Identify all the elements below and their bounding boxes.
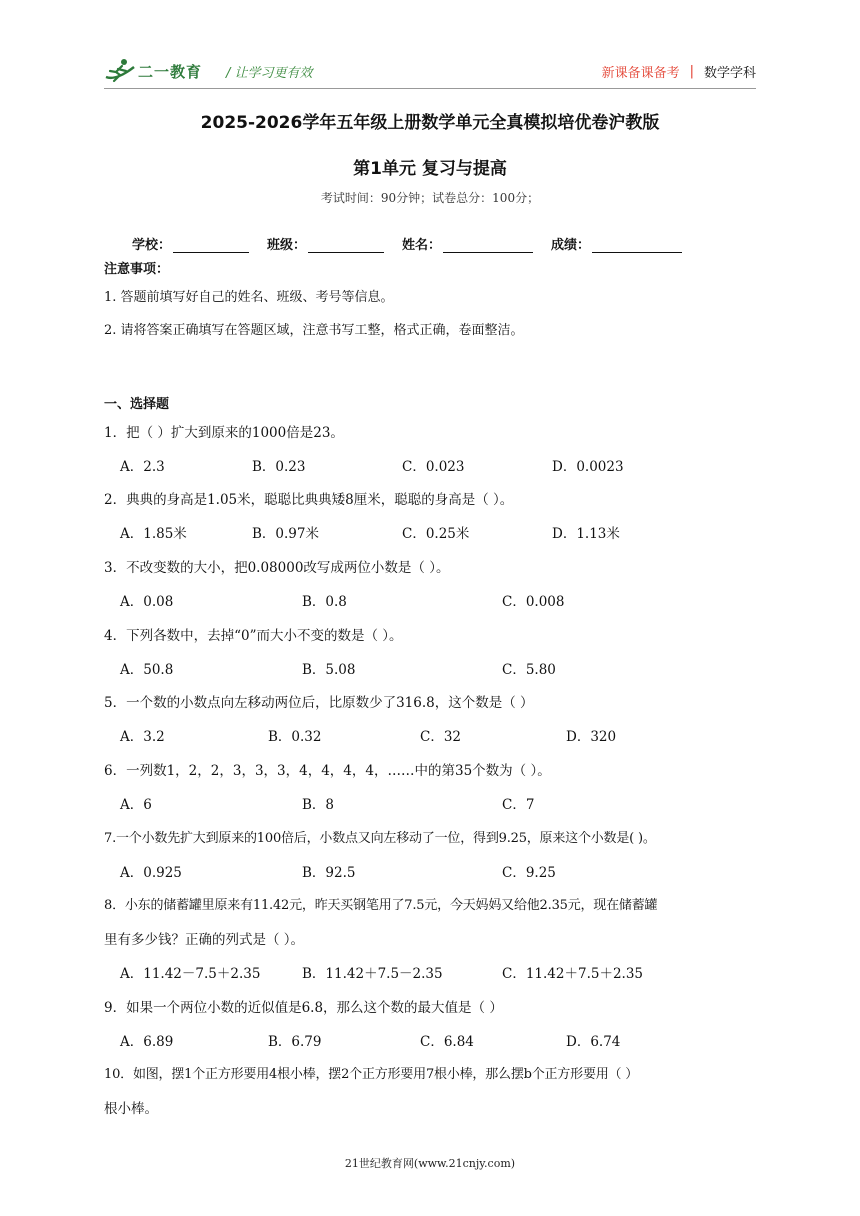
question-2: 2．典典的身高是1.05米，聪聪比典典矮8厘米，聪聪的身高是（ ）。 bbox=[104, 492, 514, 508]
note-item: 2. 请将答案正确填写在答题区域，注意书写工整，格式正确，卷面整洁。 bbox=[104, 323, 524, 338]
school-blank[interactable] bbox=[173, 238, 249, 253]
q2-option-c[interactable]: C．0.25米 bbox=[402, 526, 470, 542]
q3-option-a[interactable]: A．0.08 bbox=[120, 594, 174, 610]
q8-option-c[interactable]: C．11.42＋7.5＋2.35 bbox=[502, 966, 644, 982]
q4-option-b[interactable]: B．5.08 bbox=[302, 662, 356, 678]
page-title: 2025-2026学年五年级上册数学单元全真模拟培优卷沪教版 bbox=[200, 113, 660, 133]
note-item: 1. 答题前填写好自己的姓名、班级、考号等信息。 bbox=[104, 290, 394, 305]
q1-option-d[interactable]: D．0.0023 bbox=[552, 459, 624, 475]
tag-subject: 数学学科 bbox=[703, 66, 756, 81]
q6-option-b[interactable]: B．8 bbox=[302, 797, 335, 813]
q3-option-c[interactable]: C．0.008 bbox=[502, 594, 565, 610]
q9-option-b[interactable]: B．6.79 bbox=[268, 1034, 322, 1050]
student-info-row bbox=[132, 234, 700, 253]
school-field[interactable] bbox=[132, 234, 249, 253]
slogan: / 让学习更有效 bbox=[226, 66, 313, 81]
q7-option-a[interactable]: A．0.925 bbox=[120, 865, 182, 881]
q5-option-a[interactable]: A．3.2 bbox=[120, 729, 165, 745]
q1-option-c[interactable]: C．0.023 bbox=[402, 459, 465, 475]
class-field[interactable] bbox=[267, 234, 384, 253]
question-7: 7.一个小数先扩大到原来的100倍后，小数点又向左移动了一位，得到9.25，原来这个小数是( )。 bbox=[104, 831, 656, 846]
q7-option-b[interactable]: B．92.5 bbox=[302, 865, 356, 881]
class-blank[interactable] bbox=[308, 238, 384, 253]
q6-option-a[interactable]: A．6 bbox=[120, 797, 152, 813]
class-label: 班级： bbox=[267, 238, 307, 253]
q8-option-a[interactable]: A．11.42－7.5＋2.35 bbox=[120, 966, 261, 982]
q2-option-a[interactable]: A．1.85米 bbox=[120, 526, 187, 542]
logo bbox=[104, 56, 202, 86]
q4-option-a[interactable]: A．50.8 bbox=[120, 662, 174, 678]
q5-option-b[interactable]: B．0.32 bbox=[268, 729, 322, 745]
name-blank[interactable] bbox=[443, 238, 533, 253]
question-3: 3．不改变数的大小，把0.08000改写成两位小数是（ ）。 bbox=[104, 560, 450, 576]
question-10: 10．如图，摆1个正方形要用4根小棒，摆2个正方形要用7根小棒，那么摆b个正方形要用（ ） bbox=[104, 1067, 639, 1082]
q2-option-b[interactable]: B．0.97米 bbox=[252, 526, 319, 542]
q1-option-a[interactable]: A．2.3 bbox=[120, 459, 165, 475]
q9-option-c[interactable]: C．6.84 bbox=[420, 1034, 474, 1050]
score-label: 成绩： bbox=[551, 238, 591, 253]
tag-new-course: 新课备课备考 bbox=[601, 66, 680, 81]
header-divider bbox=[104, 88, 756, 89]
question-6: 6．一列数1，2，2，3，3，3，4，4，4，4，……中的第35个数为（ ）。 bbox=[104, 763, 551, 779]
q9-option-a[interactable]: A．6.89 bbox=[120, 1034, 174, 1050]
q5-option-c[interactable]: C．32 bbox=[420, 729, 462, 745]
question-10-continued: 根小棒。 bbox=[104, 1101, 158, 1117]
unit-title: 第1单元 复习与提高 bbox=[353, 159, 507, 179]
tag-separator: | bbox=[689, 64, 694, 79]
q3-option-b[interactable]: B．0.8 bbox=[302, 594, 347, 610]
question-4: 4．下列各数中，去掉“0”而大小不变的数是（ ）。 bbox=[104, 628, 403, 644]
q4-option-c[interactable]: C．5.80 bbox=[502, 662, 556, 678]
notes-title: 注意事项： bbox=[104, 262, 170, 277]
q5-option-d[interactable]: D．320 bbox=[566, 729, 617, 745]
score-field[interactable] bbox=[551, 234, 682, 253]
school-label: 学校： bbox=[132, 238, 172, 253]
q7-option-c[interactable]: C．9.25 bbox=[502, 865, 556, 881]
name-field[interactable] bbox=[402, 234, 533, 253]
section-title: 一、选择题 bbox=[104, 397, 170, 412]
question-1: 1．把（ ）扩大到原来的1000倍是23。 bbox=[104, 425, 344, 441]
q9-option-d[interactable]: D．6.74 bbox=[566, 1034, 621, 1050]
exam-info: 考试时间：90分钟；试卷总分：100分； bbox=[320, 191, 540, 205]
question-8: 8．小东的储蓄罐里原来有11.42元，昨天买钢笔用了7.5元，今天妈妈又给他2.35元，现在储蓄罐 bbox=[104, 898, 658, 913]
q8-option-b[interactable]: B．11.42＋7.5－2.35 bbox=[302, 966, 443, 982]
page-footer: 21世纪教育网(www.21cnjy.com) bbox=[344, 1157, 516, 1170]
q2-option-d[interactable]: D．1.13米 bbox=[552, 526, 620, 542]
question-5: 5．一个数的小数点向左移动两位后，比原数少了316.8，这个数是（ ） bbox=[104, 695, 534, 711]
page-header bbox=[104, 52, 756, 90]
q1-option-b[interactable]: B．0.23 bbox=[252, 459, 306, 475]
logo-text: 二一教育 bbox=[138, 62, 203, 81]
score-blank[interactable] bbox=[592, 238, 682, 253]
q6-option-c[interactable]: C．7 bbox=[502, 797, 535, 813]
header-tags bbox=[602, 62, 756, 81]
runner-logo-icon bbox=[104, 57, 136, 85]
question-9: 9．如果一个两位小数的近似值是6.8，那么这个数的最大值是（ ） bbox=[104, 1000, 503, 1016]
name-label: 姓名： bbox=[402, 238, 442, 253]
question-8-continued: 里有多少钱？正确的列式是（ ）。 bbox=[104, 932, 305, 948]
